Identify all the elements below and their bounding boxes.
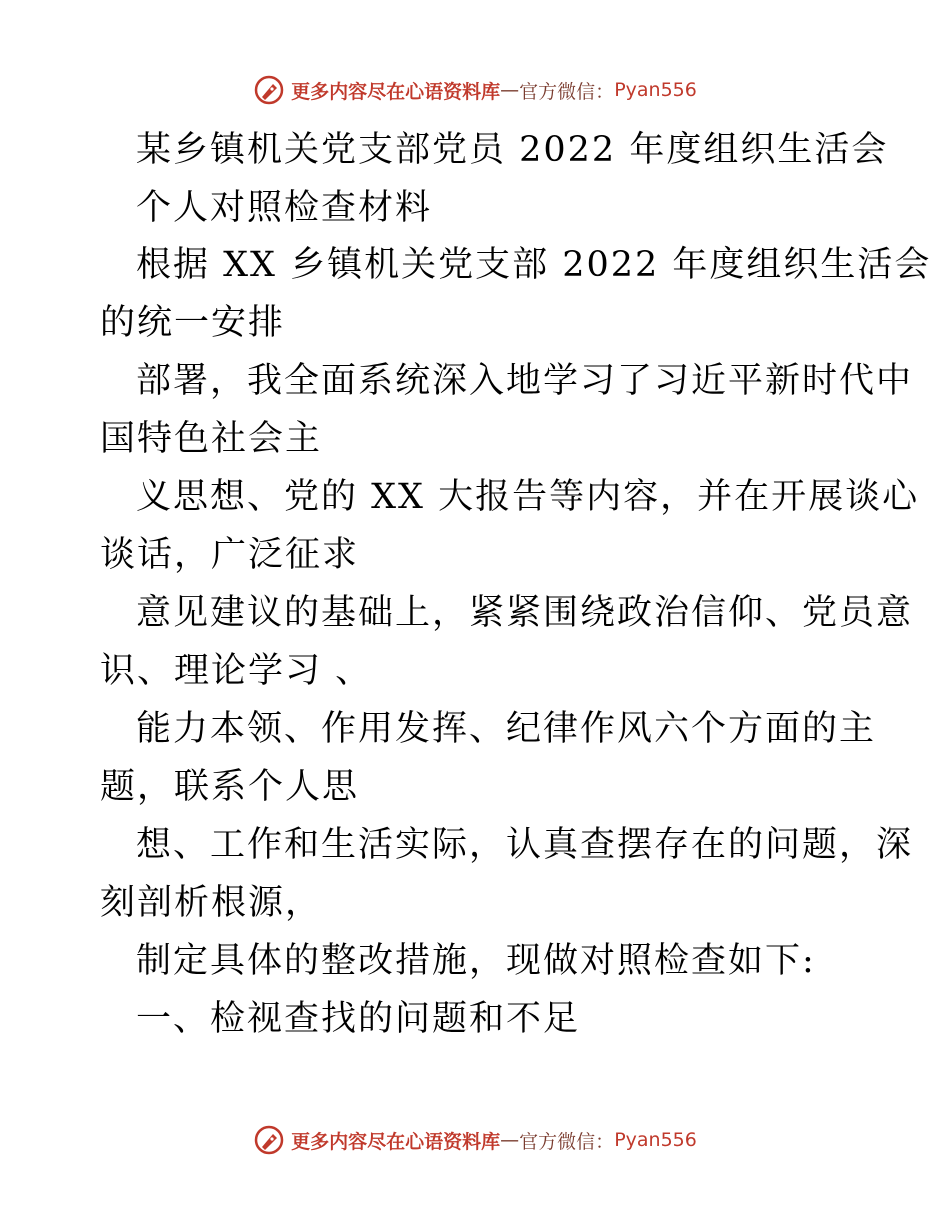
- pen-nib-logo-icon: [253, 74, 285, 106]
- paragraph-line: 谈话，广泛征求: [100, 535, 360, 575]
- watermark-main-text: 更多内容尽在心语资料库: [291, 1130, 501, 1153]
- pen-nib-logo-icon: [253, 1124, 285, 1156]
- watermark-sub-text: 官方微信：: [519, 80, 615, 103]
- watermark-sub-text: 官方微信：: [519, 1130, 615, 1153]
- document-title-line-1: 某乡镇机关党支部党员 2022 年度组织生活会: [136, 130, 889, 170]
- paragraph-line: 制定具体的整改措施，现做对照检查如下:: [136, 941, 816, 981]
- footer-watermark: [0, 1122, 950, 1158]
- paragraph-line: 的统一安排: [100, 303, 286, 343]
- paragraph-line: 能力本领、作用发挥、纪律作风六个方面的主: [136, 709, 877, 749]
- watermark-wechat-id: Pyan556: [614, 79, 697, 101]
- header-watermark: [0, 72, 950, 108]
- paragraph-line: 部署，我全面系统深入地学习了习近平新时代中: [136, 361, 914, 401]
- section-heading: 一、检视查找的问题和不足: [136, 999, 581, 1039]
- document-title-line-2: 个人对照检查材料: [136, 188, 433, 228]
- watermark-main-text: 更多内容尽在心语资料库: [291, 80, 501, 103]
- paragraph-line: 题，联系个人思: [100, 767, 360, 807]
- paragraph-line: 国特色社会主: [100, 419, 323, 459]
- paragraph-line: 刻剖析根源，: [100, 883, 323, 923]
- paragraph-line: 义思想、党的 XX 大报告等内容，并在开展谈心: [136, 477, 920, 517]
- watermark-separator: —: [500, 1129, 520, 1151]
- paragraph-line: 根据 XX 乡镇机关党支部 2022 年度组织生活会: [136, 245, 932, 285]
- watermark-wechat-id: Pyan556: [614, 1129, 697, 1151]
- paragraph-line: 识、理论学习 、: [100, 651, 373, 691]
- paragraph-line: 意见建议的基础上，紧紧围绕政治信仰、党员意: [136, 593, 914, 633]
- watermark-separator: —: [500, 79, 520, 101]
- paragraph-line: 想、工作和生活实际，认真查摆存在的问题，深: [136, 825, 914, 865]
